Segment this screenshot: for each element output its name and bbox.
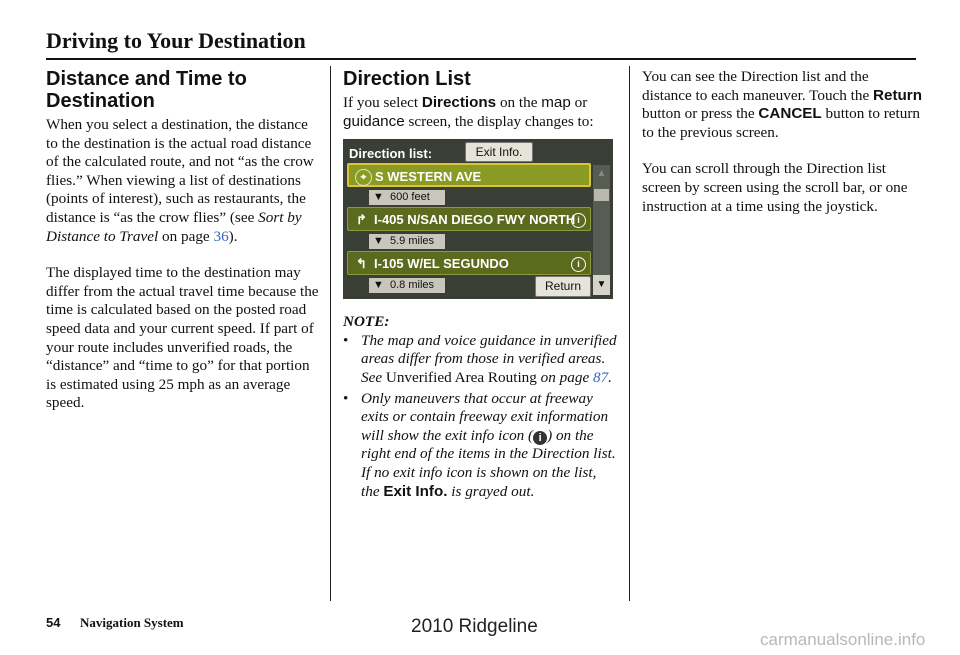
text: Sort by Distance to Travel xyxy=(46,208,302,245)
scroll-thumb[interactable] xyxy=(594,189,609,201)
page-number: 54 xyxy=(46,615,61,630)
text: map xyxy=(541,94,571,111)
text: ) on the right end of the items in the Direction list. If no exit info icon is shown on the list, the xyxy=(361,426,616,500)
text: screen, the display changes to: xyxy=(404,112,594,130)
direction-list-screen xyxy=(343,139,613,299)
text: button to return to the previous screen. xyxy=(642,105,920,141)
destination-icon: ⌖ xyxy=(355,169,372,186)
footer-label: Navigation System xyxy=(80,615,184,630)
scroll-down-icon[interactable]: ▼ xyxy=(593,275,610,295)
text: ). xyxy=(228,227,238,245)
text: or xyxy=(570,94,588,111)
text: Only maneuvers that occur at freeway exits or contain freeway exit information will show the exit info icon ( xyxy=(361,389,609,444)
column-divider xyxy=(330,66,331,601)
info-icon xyxy=(533,431,547,445)
row-distance: ▼ 0.8 miles xyxy=(369,278,445,293)
page-link-87[interactable]: 87 xyxy=(592,368,609,386)
list-item xyxy=(343,390,618,502)
site-watermark: carmanualsonline.info xyxy=(760,630,926,649)
column-left xyxy=(46,68,321,431)
text: Return xyxy=(873,86,922,104)
direction-row[interactable] xyxy=(347,207,591,231)
page-title: Driving to Your Destination xyxy=(46,28,306,53)
text: is grayed out. xyxy=(447,482,535,500)
paragraph: You can scroll through the Direction list screen by screen using the scroll bar, or one instruction at a time using the joystick. xyxy=(642,160,908,215)
text: 5.9 miles xyxy=(390,235,435,248)
watermark: 2010 Ridgeline xyxy=(411,616,538,637)
text: . xyxy=(608,368,612,386)
paragraph xyxy=(642,68,922,142)
text: CANCEL xyxy=(758,105,822,123)
screen-title: Direction list: xyxy=(349,146,433,162)
exit-info-icon: i xyxy=(571,213,586,228)
text: guidance xyxy=(343,112,405,130)
paragraph xyxy=(46,116,321,246)
text: If you select xyxy=(343,94,422,111)
scrollbar[interactable] xyxy=(593,165,610,295)
text: 0.8 miles xyxy=(390,279,435,292)
scroll-up-icon[interactable]: ▲ xyxy=(596,168,607,180)
direction-row[interactable] xyxy=(347,251,591,275)
return-button[interactable]: Return xyxy=(535,276,591,297)
row-label: S WESTERN AVE xyxy=(375,169,482,185)
page-link-36[interactable]: 36 xyxy=(213,227,229,245)
text: on the xyxy=(496,94,542,111)
text: When you select a destination, the distance to the destination is the actual road distance of the calculated route, and not “as the crow flies.” When viewing a list of destinations (points of interest), such as restaurants, the distance is “as the crow flies” (see xyxy=(46,116,314,226)
text: Exit Info. xyxy=(383,482,448,500)
section-heading-direction-list: Direction List xyxy=(343,68,471,90)
row-label: I-105 W/EL SEGUNDO xyxy=(374,256,509,272)
text: on page xyxy=(158,227,214,245)
row-distance: ▼ 5.9 miles xyxy=(369,234,445,249)
column-divider xyxy=(629,66,630,601)
title-rule xyxy=(46,58,916,60)
keep-left-icon: ↰ xyxy=(356,256,367,272)
text: Directions xyxy=(421,94,497,111)
note-list xyxy=(343,332,618,501)
text: Unverified Area Routing xyxy=(385,368,537,386)
direction-row[interactable] xyxy=(347,163,591,187)
paragraph: The displayed time to the destination may differ from the actual travel time because the time is calculated based on the posted road speed data and your current speed. If part of your route includes unverified roads, the “distance” and “time to go” for that portion is estimated using 25 mph as an average speed. xyxy=(46,264,319,412)
paragraph xyxy=(343,94,618,131)
note-title: NOTE: xyxy=(343,313,390,331)
text: on page xyxy=(536,368,593,386)
section-heading-distance-time: Distance and Time to Destination xyxy=(46,68,247,112)
column-right xyxy=(642,68,922,234)
column-middle xyxy=(343,68,618,503)
list-item xyxy=(343,332,618,388)
text: The map and voice guidance in unverified areas differ from those in verified areas. See xyxy=(361,331,617,386)
text: You can see the Direction list and the distance to each maneuver. Touch the xyxy=(642,68,874,104)
text: 600 feet xyxy=(390,191,430,204)
text: button or press the xyxy=(642,105,759,123)
exit-info-icon: i xyxy=(571,257,586,272)
exit-info-button[interactable]: Exit Info. xyxy=(465,142,533,162)
turn-right-icon: ↱ xyxy=(356,212,367,228)
row-label: I-405 N/SAN DIEGO FWY NORTH xyxy=(374,212,576,228)
row-distance: ▼ 600 feet xyxy=(369,190,445,205)
